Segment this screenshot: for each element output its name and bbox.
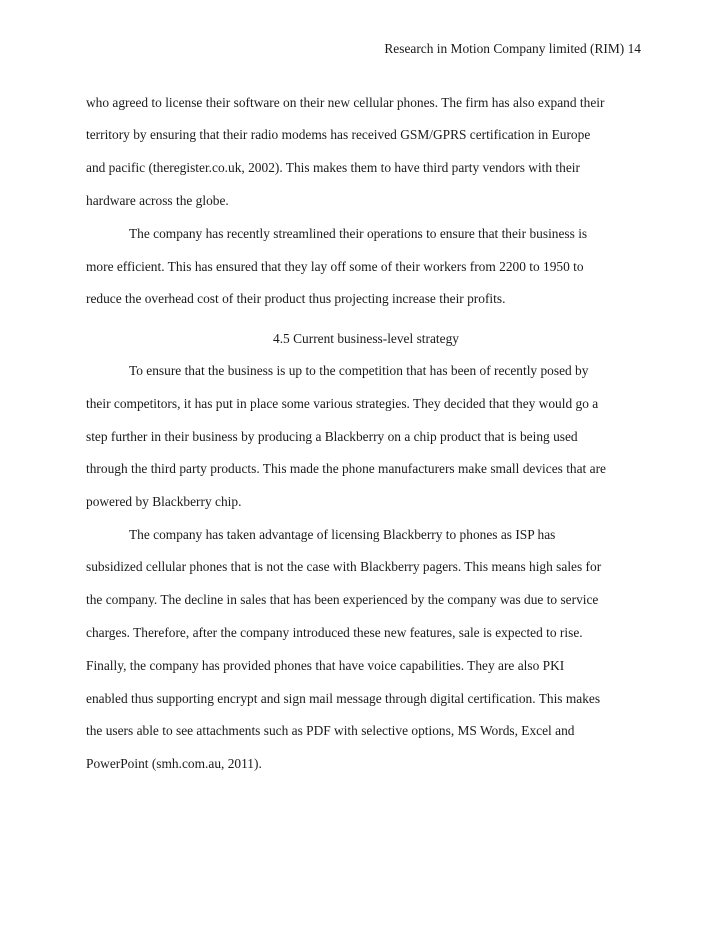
paragraph-start: The company has taken advantage of licensing Blackberry to phones as ISP has bbox=[129, 527, 556, 542]
text-line: through the third party products. This made the phone manufacturers make small devices that are bbox=[86, 461, 606, 476]
text-line: PowerPoint (smh.com.au, 2011). bbox=[86, 756, 262, 771]
text-line: powered by Blackberry chip. bbox=[86, 494, 242, 509]
paragraph-start: The company has recently streamlined their operations to ensure that their business is bbox=[129, 226, 588, 241]
text-line: hardware across the globe. bbox=[86, 193, 229, 208]
text-line: enabled thus supporting encrypt and sign mail message through digital certification. This makes bbox=[86, 691, 601, 706]
text-line: and pacific (theregister.co.uk, 2002). This makes them to have third party vendors with their bbox=[86, 160, 580, 175]
text-line: the company. The decline in sales that has been experienced by the company was due to service bbox=[86, 592, 599, 607]
text-line: Finally, the company has provided phones that have voice capabilities. They are also PKI bbox=[86, 658, 565, 673]
text-line: their competitors, it has put in place some various strategies. They decided that they would go a bbox=[86, 396, 599, 411]
text-line: step further in their business by producing a Blackberry on a chip product that is being used bbox=[86, 429, 578, 444]
text-line: territory by ensuring that their radio modems has received GSM/GPRS certification in Europe bbox=[86, 127, 591, 142]
text-line: charges. Therefore, after the company introduced these new features, sale is expected to rise. bbox=[86, 625, 583, 640]
text-line: the users able to see attachments such as PDF with selective options, MS Words, Excel and bbox=[86, 723, 575, 738]
paragraph-start: To ensure that the business is up to the competition that has been of recently posed by bbox=[129, 363, 589, 378]
text-line: subsidized cellular phones that is not the case with Blackberry pagers. This means high sales for bbox=[86, 559, 602, 574]
text-line: more efficient. This has ensured that they lay off some of their workers from 2200 to 1950 to bbox=[86, 259, 584, 274]
section-heading: 4.5 Current business-level strategy bbox=[273, 331, 459, 346]
text-line: reduce the overhead cost of their product thus projecting increase their profits. bbox=[86, 291, 506, 306]
running-head: Research in Motion Company limited (RIM) 14 bbox=[384, 41, 641, 56]
text-line: who agreed to license their software on their new cellular phones. The firm has also expand their bbox=[86, 95, 605, 110]
